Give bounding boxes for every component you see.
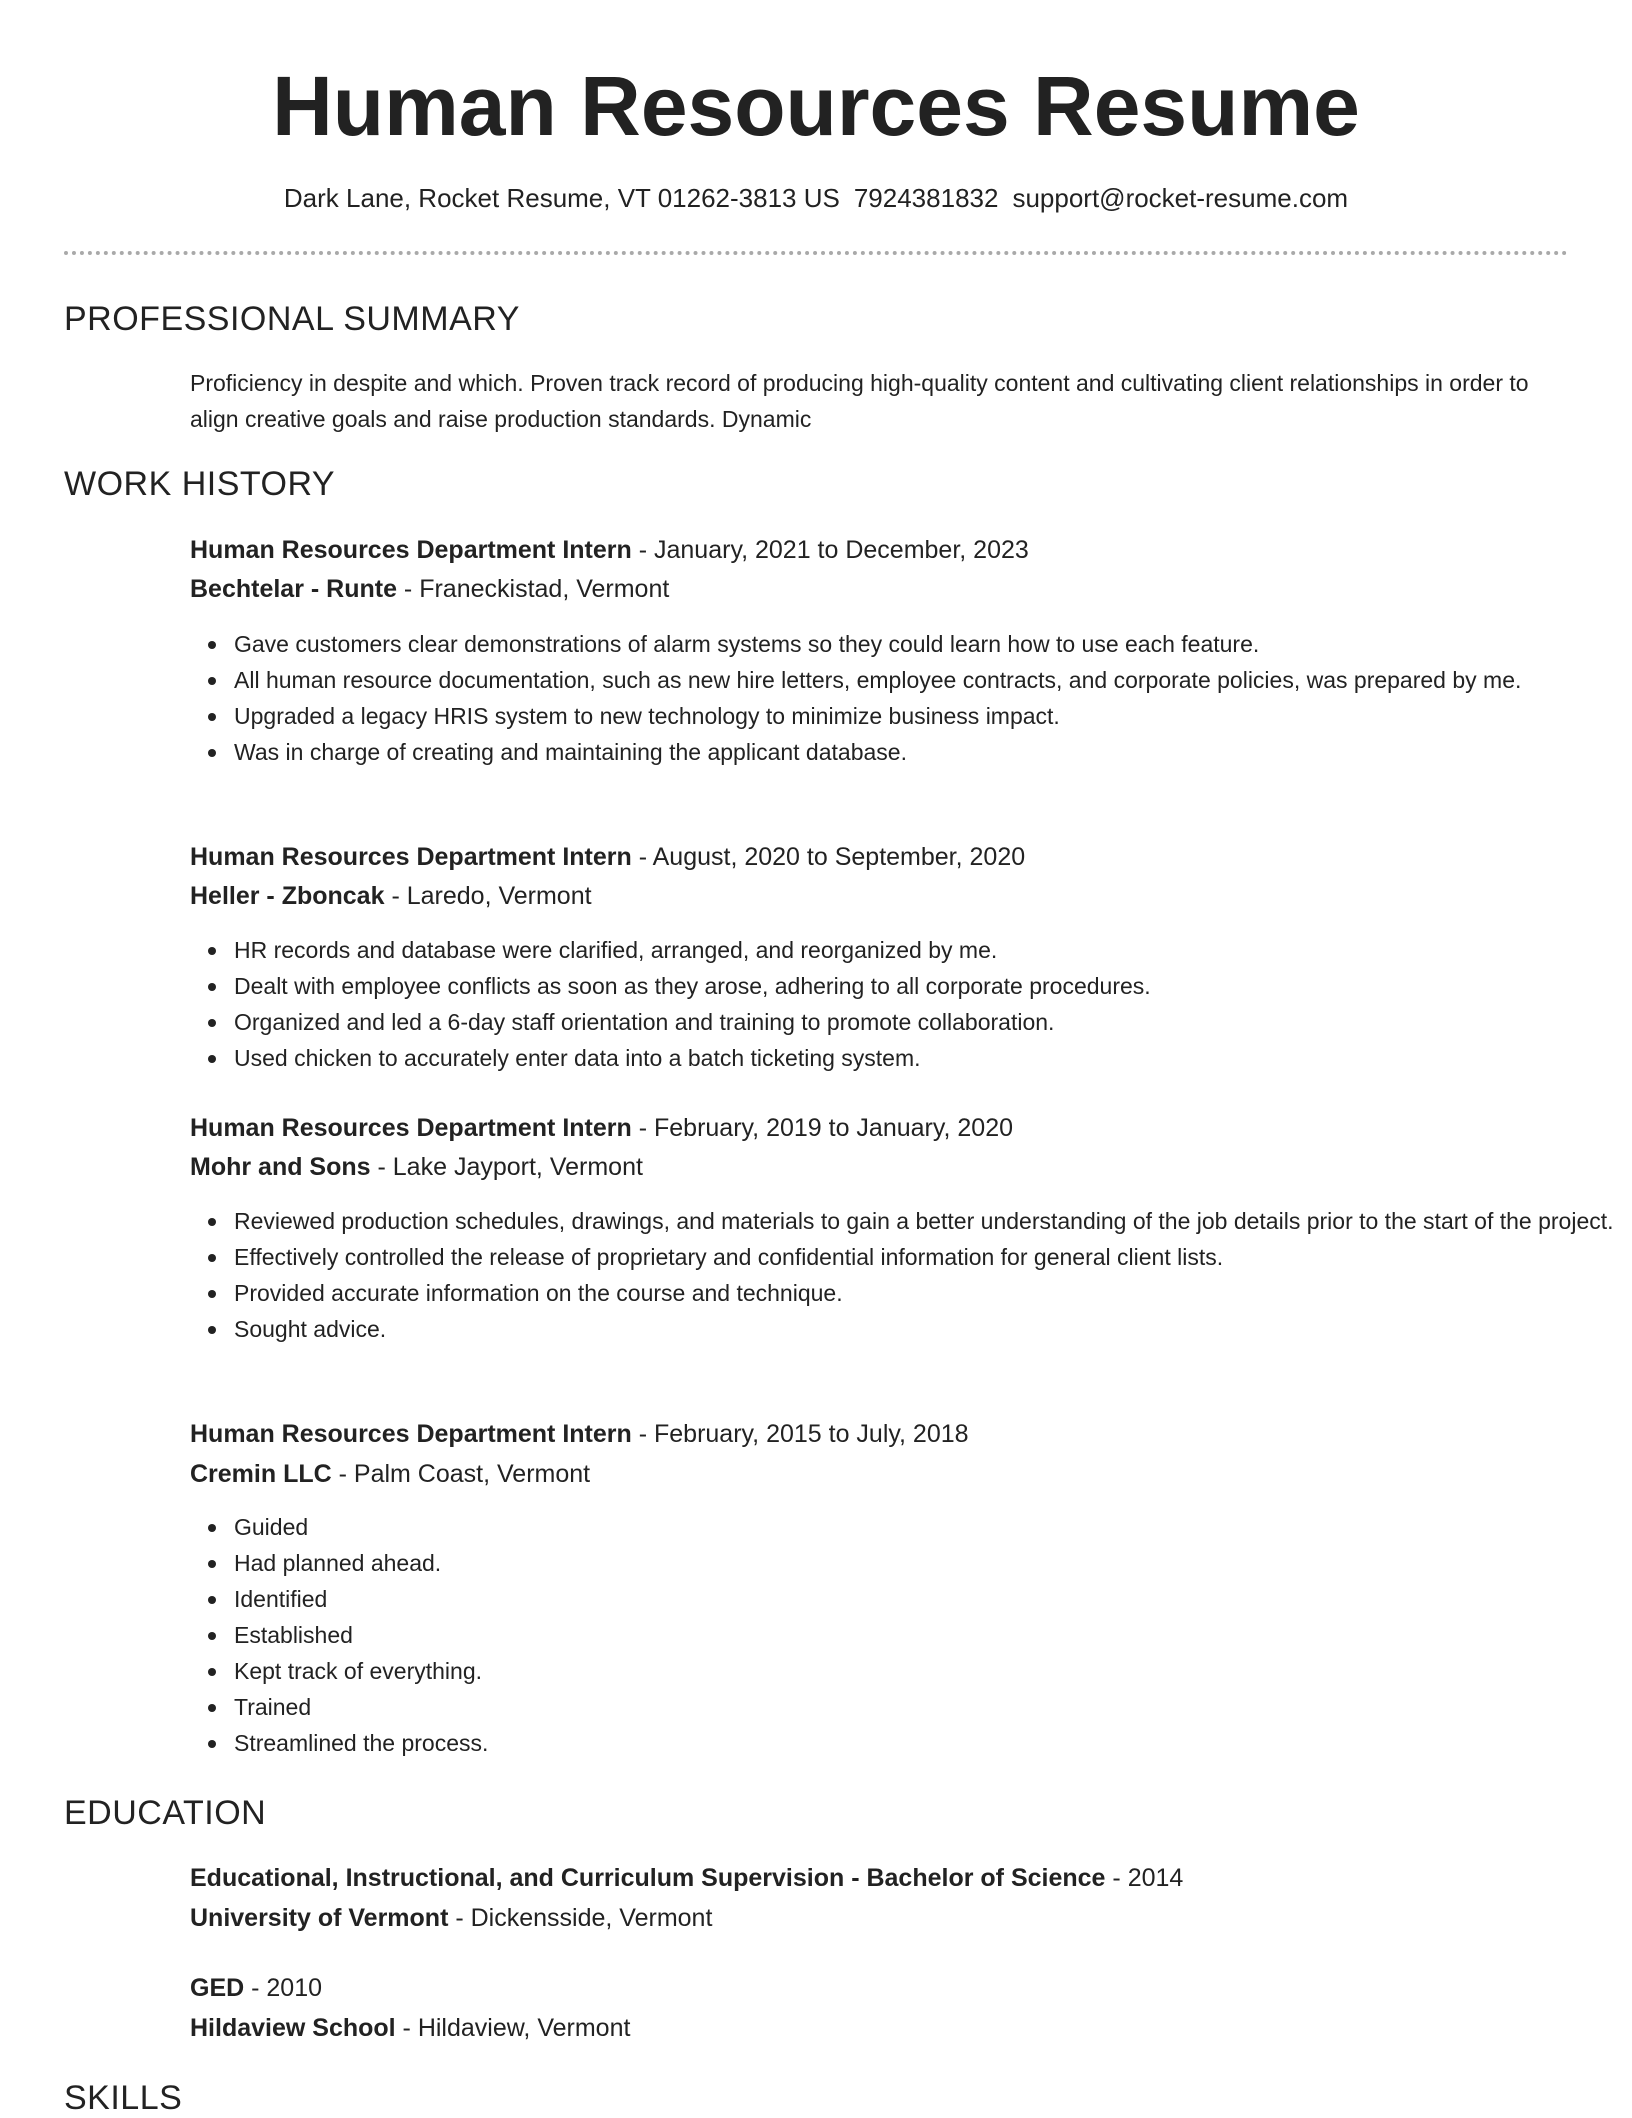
list-item: Used chicken to accurately enter data into a batch ticketing system. [234,1040,1614,1076]
education-school: Hildaview School [190,2014,396,2042]
list-item: Upgraded a legacy HRIS system to new technology to minimize business impact. [234,698,1614,734]
list-item: Kept track of everything. [234,1653,1614,1689]
education-degree: GED [190,1974,245,2002]
list-item: Provided accurate information on the course and technique. [234,1275,1614,1311]
list-item: Was in charge of creating and maintaining the applicant database. [234,734,1614,770]
list-item: Established [234,1617,1614,1653]
education-year: 2010 [266,1974,323,2002]
education-location: Dickensside, Vermont [470,1904,713,1932]
education-degree-line: GED - 2010 [190,1974,323,2002]
section-title-work-history: WORK HISTORY [64,465,336,503]
job-bullets [190,932,1614,1076]
job-company-line: Cremin LLC - Palm Coast, Vermont [190,1460,591,1488]
header-divider [64,251,1568,255]
list-item: HR records and database were clarified, arranged, and reorganized by me. [234,932,1614,968]
job-role: Human Resources Department Intern [190,1114,632,1142]
education-school-line: University of Vermont - Dickensside, Vermont [190,1904,713,1932]
list-item: Organized and led a 6-day staff orientation and training to promote collaboration. [234,1004,1614,1040]
list-item: Streamlined the process. [234,1725,1614,1761]
list-item: Guided [234,1509,1614,1545]
contact-line [0,182,1632,214]
list-item: All human resource documentation, such as new hire letters, employee contracts, and corporate policies, was prepared by me. [234,662,1614,698]
job-dates: August, 2020 to September, 2020 [652,843,1026,871]
section-title-skills: SKILLS [64,2079,183,2117]
section-title-summary: PROFESSIONAL SUMMARY [64,300,520,338]
list-item: Reviewed production schedules, drawings, and materials to gain a better understanding of the job details prior to the start of the project. [234,1203,1614,1239]
job-location: Palm Coast, Vermont [353,1460,591,1488]
summary-text: Proficiency in despite and which. Proven track record of producing high-quality content and cultivating client relationships in order to align creative goals and raise production standards. Dynamic [190,370,1529,432]
job-title-line: Human Resources Department Intern - January, 2021 to December, 2023 [190,536,1029,564]
job-bullets [190,1203,1614,1347]
education-school: University of Vermont [190,1904,449,1932]
job-title-line: Human Resources Department Intern - February, 2019 to January, 2020 [190,1114,1014,1142]
job-location: Laredo, Vermont [406,882,592,910]
education-school-line: Hildaview School - Hildaview, Vermont [190,2014,631,2042]
list-item: Had planned ahead. [234,1545,1614,1581]
job-company: Mohr and Sons [190,1153,371,1181]
job-company-line: Bechtelar - Runte - Franeckistad, Vermont [190,575,670,603]
education-degree-line: Educational, Instructional, and Curriculum Supervision - Bachelor of Science - 2014 [190,1864,1184,1892]
job-dates: February, 2015 to July, 2018 [654,1420,969,1448]
job-company-line: Heller - Zboncak - Laredo, Vermont [190,882,592,910]
contact-email: support@rocket-resume.com [1012,183,1349,213]
section-title-education: EDUCATION [64,1794,267,1832]
job-dates: February, 2019 to January, 2020 [654,1114,1014,1142]
list-item: Identified [234,1581,1614,1617]
education-location: Hildaview, Vermont [417,2014,631,2042]
education-degree: Educational, Instructional, and Curriculum Supervision - Bachelor of Science [190,1864,1106,1892]
education-year: 2014 [1127,1864,1184,1892]
contact-phone: 7924381832 [853,183,999,213]
list-item: Gave customers clear demonstrations of alarm systems so they could learn how to use each feature. [234,626,1614,662]
job-dates: January, 2021 to December, 2023 [654,536,1029,564]
job-role: Human Resources Department Intern [190,1420,632,1448]
job-company: Bechtelar - Runte [190,575,397,603]
job-company-line: Mohr and Sons - Lake Jayport, Vermont [190,1153,643,1181]
job-role: Human Resources Department Intern [190,536,632,564]
list-item: Sought advice. [234,1311,1614,1347]
job-location: Lake Jayport, Vermont [392,1153,643,1181]
job-company: Heller - Zboncak [190,882,385,910]
job-company: Cremin LLC [190,1460,332,1488]
job-title-line: Human Resources Department Intern - August, 2020 to September, 2020 [190,843,1026,871]
job-title-line: Human Resources Department Intern - February, 2015 to July, 2018 [190,1420,969,1448]
job-role: Human Resources Department Intern [190,843,632,871]
list-item: Effectively controlled the release of proprietary and confidential information for general client lists. [234,1239,1614,1275]
job-bullets [190,1509,1614,1761]
list-item: Trained [234,1689,1614,1725]
job-bullets [190,626,1614,770]
list-item: Dealt with employee conflicts as soon as they arose, adhering to all corporate procedures. [234,968,1614,1004]
job-location: Franeckistad, Vermont [419,575,670,603]
contact-address: Dark Lane, Rocket Resume, VT 01262-3813 US [283,183,840,213]
resume-title: Human Resources Resume [272,59,1360,153]
